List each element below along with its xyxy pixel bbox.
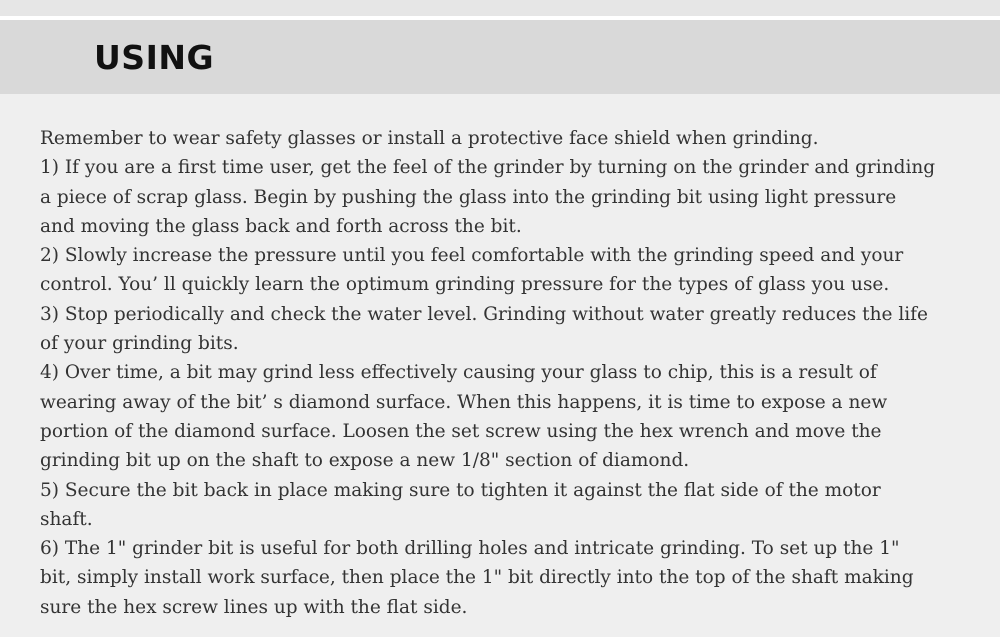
text-line: wearing away of the bit’ s diamond surface. When this happens, it is time to expose a new [40, 391, 888, 413]
text-line: grinding bit up on the shaft to expose a new 1/8" section of diamond. [40, 450, 690, 472]
text-line: and moving the glass back and forth across the bit. [40, 215, 522, 237]
top-strip [0, 0, 1000, 16]
text-line: 2) Slowly increase the pressure until you feel comfortable with the grinding speed and your [40, 245, 904, 267]
instructions-text [40, 124, 980, 622]
page-title: USING [94, 38, 215, 77]
text-line: a piece of scrap glass. Begin by pushing the glass into the grinding bit using light pressure [40, 186, 897, 208]
text-line: portion of the diamond surface. Loosen the set screw using the hex wrench and move the [40, 420, 882, 442]
text-line: 3) Stop periodically and check the water level. Grinding without water greatly reduces the life [40, 303, 928, 325]
text-line: 5) Secure the bit back in place making sure to tighten it against the flat side of the motor [40, 479, 881, 501]
text-line: 4) Over time, a bit may grind less effectively causing your glass to chip, this is a result of [40, 362, 877, 384]
text-line: of your grinding bits. [40, 333, 239, 355]
intro-line: Remember to wear safety glasses or install a protective face shield when grinding. [40, 128, 819, 149]
text-line: 6) The 1" grinder bit is useful for both drilling holes and intricate grinding. To set up the 1" [40, 538, 900, 560]
text-line: control. You’ ll quickly learn the optimum grinding pressure for the types of glass you use. [40, 274, 890, 296]
text-line: 1) If you are a first time user, get the feel of the grinder by turning on the grinder and grinding [40, 157, 936, 179]
text-line: bit, simply install work surface, then place the 1" bit directly into the top of the shaft making [40, 567, 914, 589]
text-line: sure the hex screw lines up with the flat side. [40, 596, 468, 618]
text-line: shaft. [40, 508, 93, 530]
